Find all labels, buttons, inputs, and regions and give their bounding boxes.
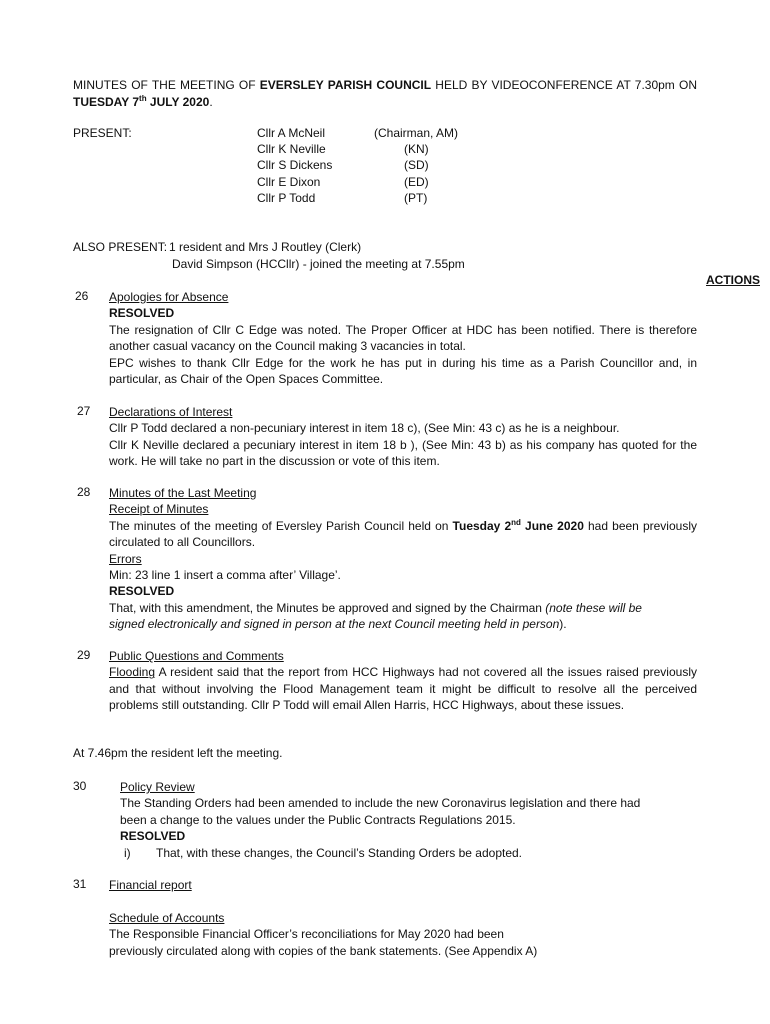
member-role: (Chairman, AM) [374,126,459,140]
para-text: had been previously circulated to all Councillors. [109,518,697,550]
prior-meeting-date: Tuesday 2 [452,518,512,533]
item-number: 28 [77,485,91,499]
para-text: A resident said that the report from HCC Highways had not covered all the issues raised previously and that without involving the Flood Management team it might be difficult to resolve all the perceived problems still outstanding. Cllr P Todd will email Allen Harris, HCC Highways, about these issues. [109,665,697,713]
meeting-date-sup: th [139,94,147,103]
resolution-list-item [120,845,697,861]
resolved-label: RESOLVED [120,829,186,844]
resolved-label: RESOLVED [109,584,175,599]
actions-heading: ACTIONS [706,273,760,287]
resolved-label: RESOLVED [109,306,175,321]
item-30 [120,779,697,861]
item-heading: Policy Review [120,780,195,794]
item-paragraph: The resignation of Cllr C Edge was noted. The Proper Officer at HDC has been notified. There is therefore another casual vacancy on the Council making 3 vacancies in total. [109,322,697,354]
title-suffix: HELD BY VIDEOCONFERENCE AT 7.30pm ON [431,78,697,92]
item-29 [109,648,697,714]
member-role: (KN) [404,142,429,156]
item-paragraph: EPC wishes to thank Cllr Edge for the work he has put in during his time as a Parish Councillor and, in particular, as Chair of the Open Spaces Committee. [109,355,697,387]
item-paragraph: previously circulated along with copies of the bank statements. (See Appendix A) [109,943,538,958]
item-paragraph: Cllr K Neville declared a pecuniary interest in item 18 b ), (See Min: 43 b) as his company has quoted for the work. He will take no part in the discussion or vote of this item. [109,437,697,469]
meeting-date: TUESDAY 7 [73,95,140,109]
prior-meeting-date-rest: June 2020 [520,518,584,533]
para-text: That, with this amendment, the Minutes be approved and signed by the Chairman [109,600,546,615]
member-name: Cllr E Dixon [257,175,321,189]
item-paragraph: Cllr P Todd declared a non-pecuniary interest in item 18 c), (See Min: 43 c) as he is a neighbour. [109,421,620,436]
item-paragraph [109,664,697,713]
resolution-text [109,600,669,633]
item-number: 27 [77,404,91,418]
item-heading: Declarations of Interest [109,405,233,419]
resolution-note: (note these will be signed electronically and signed in person at the next Council meeting held in person [109,600,642,632]
item-number: 29 [77,648,91,662]
prior-meeting-date-sup: nd [511,517,521,527]
item-26 [109,289,697,387]
item-heading: Financial report [109,878,192,892]
item-paragraph: The Standing Orders had been amended to include the new Coronavirus legislation and there had [120,796,641,811]
minutes-title [73,77,697,111]
para-text: The minutes of the meeting of Eversley Parish Council held on [109,518,453,533]
present-label: PRESENT: [73,126,132,140]
list-marker: i) [124,845,131,860]
resident-left-note: At 7.46pm the resident left the meeting. [73,746,283,760]
member-name: Cllr S Dickens [257,158,333,172]
member-role: (ED) [404,175,429,189]
errors-line: Min: 23 line 1 insert a comma after’ Village’. [109,568,341,583]
item-heading: Public Questions and Comments [109,649,284,663]
member-name: Cllr P Todd [257,191,316,205]
also-present-label: ALSO PRESENT: [73,240,168,254]
item-number: 30 [73,779,87,793]
errors-heading: Errors [109,551,142,566]
also-present-line1: 1 resident and Mrs J Routley (Clerk) [169,240,362,254]
member-role: (PT) [404,191,428,205]
item-31 [109,877,697,959]
title-prefix: MINUTES OF THE MEETING OF [73,78,260,92]
list-text: That, with these changes, the Council’s Standing Orders be adopted. [156,845,523,860]
para-text: ). [559,617,567,632]
item-subheading: Receipt of Minutes [109,502,209,517]
member-name: Cllr K Neville [257,142,326,156]
item-paragraph: been a change to the values under the Public Contracts Regulations 2015. [120,812,516,827]
item-heading: Apologies for Absence [109,290,229,304]
item-subheading: Schedule of Accounts [109,910,225,925]
meeting-date-end: . [209,95,213,109]
item-number: 31 [73,877,87,891]
council-name: EVERSLEY PARISH COUNCIL [259,78,432,92]
item-number: 26 [75,289,89,303]
also-present-line2: David Simpson (HCCllr) - joined the meeting at 7.55pm [172,257,465,271]
item-27 [109,404,697,470]
member-name: Cllr A McNeil [257,126,326,140]
item-heading: Minutes of the Last Meeting [109,486,257,500]
meeting-date-rest: JULY 2020 [146,95,210,109]
member-role: (SD) [404,158,429,172]
item-28 [109,485,697,633]
topic-label: Flooding [109,665,156,680]
item-paragraph [109,518,697,551]
item-paragraph: The Responsible Financial Officer’s reconciliations for May 2020 had been [109,927,504,942]
